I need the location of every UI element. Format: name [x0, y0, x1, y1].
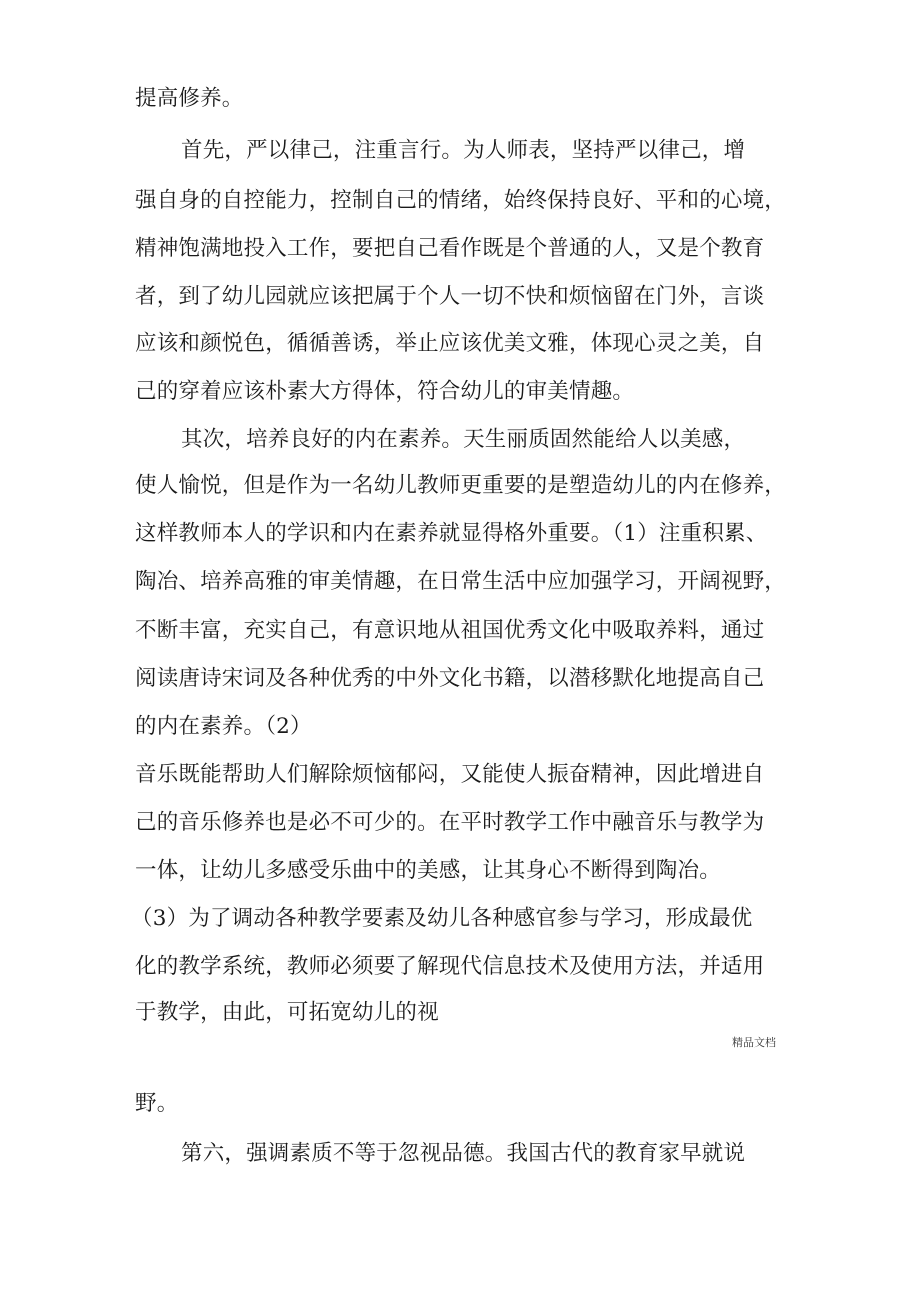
text-line-8: 其次，培养良好的内在素养。天生丽质固然能给人以美感， — [181, 427, 746, 452]
text-line-13: 阅读唐诗宋词及各种优秀的中外文化书籍，以潜移默化地提高自己 — [135, 666, 765, 691]
text-line-9: 使人愉悦，但是作为一名幼儿教师更重要的是塑造幼儿的内在修养， — [135, 473, 787, 498]
text-line-1: 提高修养。 — [135, 86, 244, 111]
text-line-2: 首先，严以律己，注重言行。为人师表，坚持严以律己，增 — [181, 138, 746, 163]
text-line-17: 一体，让幼儿多感受乐曲中的美感，让其身心不断得到陶冶。 — [135, 858, 721, 883]
text-line-16: 己的音乐修养也是必不可少的。在平时教学工作中融音乐与教学为 — [135, 810, 765, 835]
text-line-4: 精神饱满地投入工作，要把自己看作既是个普通的人，又是个教育 — [135, 236, 765, 261]
text-line-12: 不断丰富，充实自己，有意识地从祖国优秀文化中吸取养料，通过 — [135, 618, 765, 643]
text-line-3: 强自身的自控能力，控制自己的情绪，始终保持良好、平和的心境， — [135, 188, 787, 213]
text-line-14: 的内在素养。（2） — [135, 714, 312, 739]
text-line-19: 化的教学系统，教师必须要了解现代信息技术及使用方法，并适用 — [135, 954, 765, 979]
text-line-11: 陶冶、培养高雅的审美情趣，在日常生活中应加强学习，开阔视野， — [135, 569, 787, 594]
text-line-6: 应该和颜悦色，循循善诱，举止应该优美文雅，体现心灵之美，自 — [135, 331, 765, 356]
text-line-10: 这样教师本人的学识和内在素养就显得格外重要。（1）注重积累、 — [135, 521, 768, 546]
text-line-15: 音乐既能帮助人们解除烦恼郁闷，又能使人振奋精神，因此增进自 — [135, 762, 765, 787]
text-line-21: 野。 — [135, 1091, 179, 1116]
text-line-20: 于教学，由此，可拓宽幼儿的视 — [135, 1000, 439, 1025]
text-line-18: （3）为了调动各种教学要素及幼儿各种感官参与学习，形成最优 — [131, 906, 753, 931]
footer-watermark: 精品文档 — [732, 1036, 776, 1049]
text-line-7: 己的穿着应该朴素大方得体，符合幼儿的审美情趣。 — [135, 379, 635, 404]
text-line-5: 者，到了幼儿园就应该把属于个人一切不快和烦恼留在门外，言谈 — [135, 284, 765, 309]
text-line-22: 第六，强调素质不等于忽视品德。我国古代的教育家早就说 — [181, 1141, 746, 1166]
